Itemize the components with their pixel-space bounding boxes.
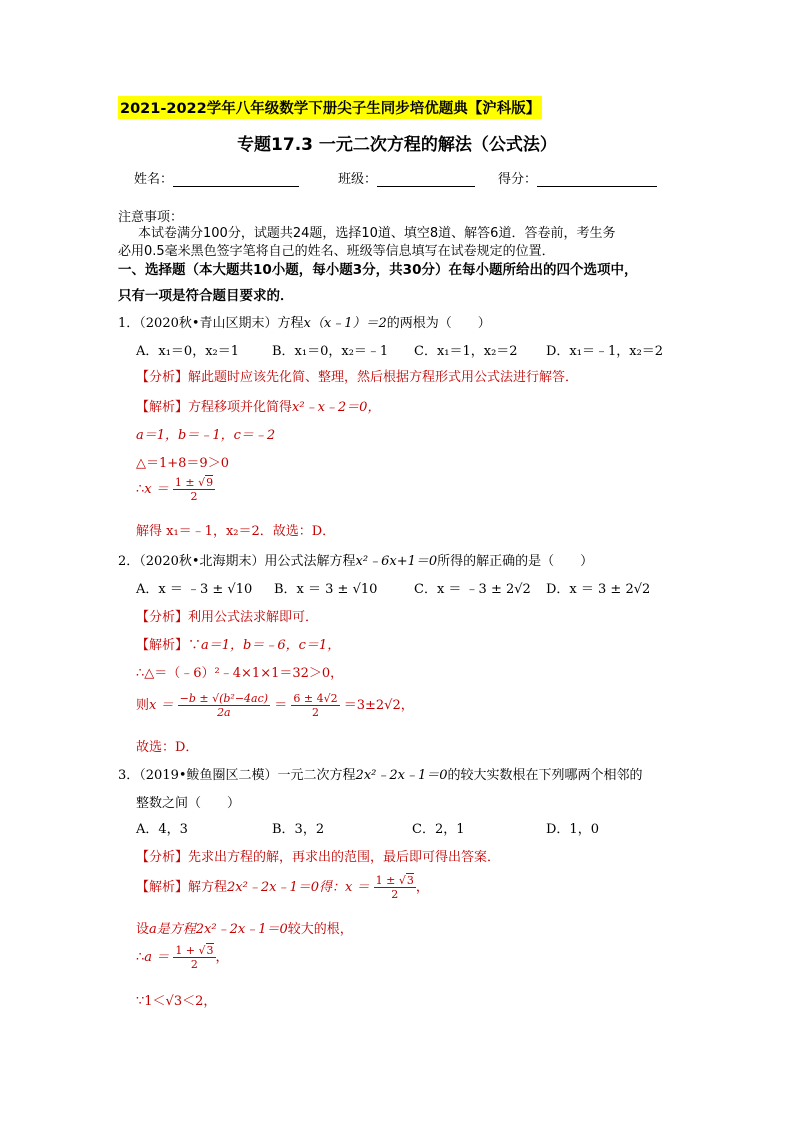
- q3-a-value: ∴a ＝ $\frac{1 + √3}{2}$ ，: [136, 944, 229, 971]
- q2-option-d[interactable]: D．x ＝ 3 ± 2√2: [546, 582, 651, 597]
- q2-discriminant: ∴△＝（﹣6）²﹣4×1×1＝32＞0，: [136, 666, 344, 681]
- document-header: 2021-2022学年八年级数学下册尖子生同步培优题典【沪科版】: [118, 96, 542, 119]
- q2-answer: 故选：D．: [136, 740, 199, 755]
- q1-analysis: 【分析】解此题时应该先化简、整理，然后根据方程形式用公式法进行解答．: [136, 370, 579, 385]
- q1-option-b[interactable]: B．x₁＝0，x₂＝﹣1: [272, 344, 389, 359]
- q1-options: [136, 340, 696, 359]
- q3-options: [136, 818, 696, 837]
- q1-option-c[interactable]: C．x₁＝1，x₂＝2: [414, 344, 518, 359]
- section-heading-line-2: 只有一项是符合题目要求的．: [118, 288, 294, 304]
- name-field[interactable]: 姓名：: [134, 168, 299, 187]
- q3-let-root: 设a是方程2x²﹣2x﹣1＝0较大的根，: [136, 922, 353, 937]
- q1-root-formula: ∴x ＝ $\frac{1 \pm √9}{2}$: [136, 476, 214, 503]
- q3-stem-line-2: 整数之间（ ）: [136, 796, 241, 811]
- q3-option-d[interactable]: D．1，0: [546, 822, 599, 837]
- q1-discriminant: △＝1+8＝9＞0: [136, 456, 229, 471]
- q2-solution: 【解析】∵a＝1，b＝﹣6，c＝1，: [136, 638, 341, 653]
- q3-inequality: ∵1＜√3＜2，: [136, 994, 217, 1009]
- notice-line-2: 必用0.5毫米黑色签字笔将自己的姓名、班级等信息填写在试卷规定的位置．: [118, 244, 555, 259]
- q3-option-c[interactable]: C．2，1: [412, 822, 465, 837]
- class-field[interactable]: 班级：: [338, 168, 475, 187]
- q2-analysis: 【分析】利用公式法求解即可．: [136, 610, 319, 625]
- notice-title: 注意事项：: [118, 210, 184, 225]
- q3-option-b[interactable]: B．3，2: [272, 822, 325, 837]
- q1-solution: 【解析】方程移项并化简得x²﹣x﹣2＝0，: [136, 400, 381, 415]
- q1-option-d[interactable]: D．x₁＝﹣1，x₂＝2: [546, 344, 664, 359]
- q1-option-a[interactable]: A．x₁＝0，x₂＝1: [136, 344, 240, 359]
- q2-root-formula: 则x ＝ $\frac{\text{−b ± √(b²−4ac)}}{2a}$ ＝ $\frac{6 \pm 4√2}{2}$ ＝3±2√2，: [136, 692, 414, 719]
- document-title: 专题17.3 一元二次方程的解法（公式法）: [237, 135, 557, 155]
- q1-coefficients: a＝1，b＝﹣1，c＝﹣2: [136, 428, 276, 443]
- score-field[interactable]: 得分：: [498, 168, 657, 187]
- q3-option-a[interactable]: A．4，3: [136, 822, 188, 837]
- q3-analysis: 【分析】先求出方程的解，再求出的范围，最后即可得出答案．: [136, 850, 501, 865]
- notice-line-1: 本试卷满分100分，试题共24题，选择10道、填空8道、解答6道．答卷前，考生务: [138, 226, 616, 241]
- q2-stem: 2．（2020秋•北海期末）用公式法解方程x²﹣6x+1＝0所得的解正确的是（ ）: [118, 554, 594, 569]
- q2-option-b[interactable]: B．x ＝ 3 ± √10: [274, 582, 378, 597]
- q1-stem: 1．（2020秋•青山区期末）方程x（x﹣1）＝2的两根为（ ）: [118, 316, 491, 331]
- q3-stem: 3．（2019•鲅鱼圈区二模）一元二次方程2x²﹣2x﹣1＝0的较大实数根在下列哪两个相邻的: [118, 768, 643, 783]
- q1-answer: 解得 x₁＝﹣1，x₂＝2．故选：D．: [136, 524, 336, 539]
- section-heading-line-1: 一、选择题（本大题共10小题，每小题3分，共30分）在每小题所给出的四个选项中，: [118, 262, 638, 278]
- q2-option-a[interactable]: A．x ＝ ﹣3 ± √10: [136, 582, 253, 597]
- q2-options: [136, 578, 696, 597]
- q3-solution: 【解析】解方程2x²﹣2x﹣1＝0得：x ＝ $\frac{1 \pm √3}{2}$ ，: [136, 874, 429, 901]
- q2-option-c[interactable]: C．x ＝ ﹣3 ± 2√2: [414, 582, 531, 597]
